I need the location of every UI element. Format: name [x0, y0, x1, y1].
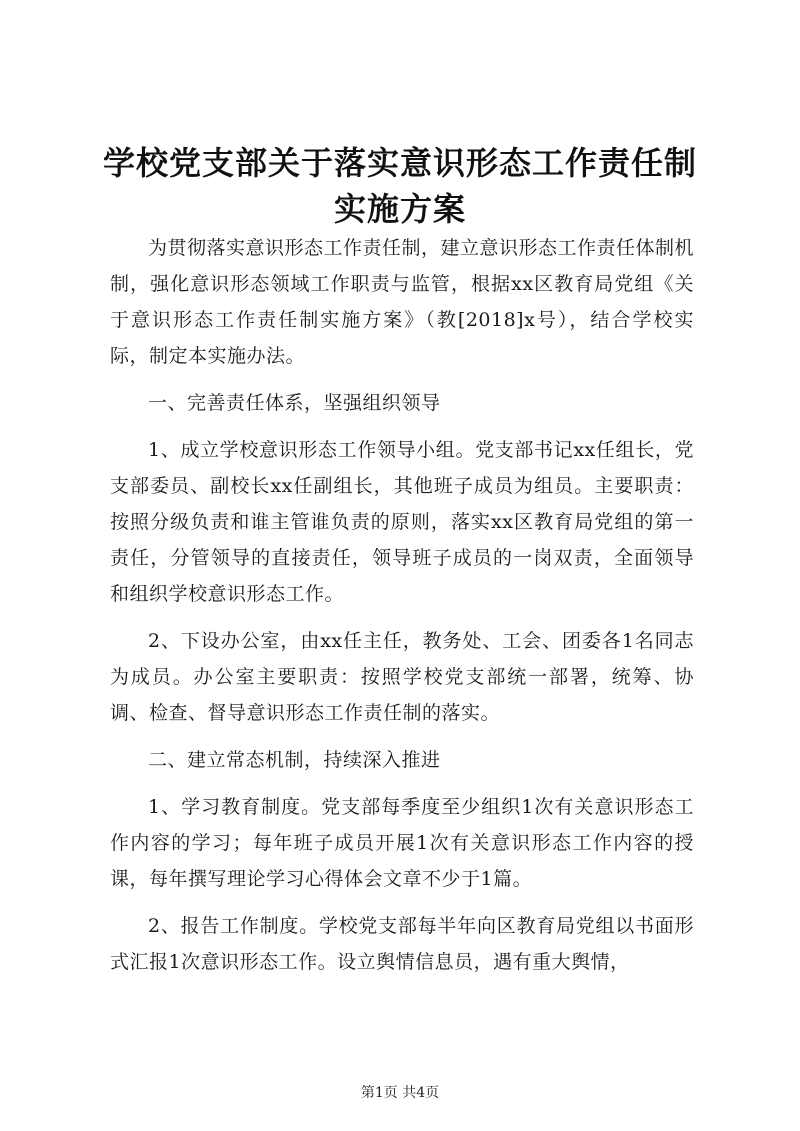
document-body	[110, 230, 694, 991]
paragraph-1-1: 1、成立学校意识形态工作领导小组。党支部书记xx任组长，党支部委员、副校长xx任副组长，其他班子成员为组员。主要职责：按照分级负责和谁主管谁负责的原则，落实xx区教育局党组的第一责任，分管领导的直接责任，领导班子成员的一岗双责，全面领导和组织学校意识形态工作。	[110, 439, 694, 605]
document-title: 学校党支部关于落实意识形态工作责任制实施方案	[102, 144, 697, 228]
paragraph-1-2: 2、下设办公室，由xx任主任，教务处、工会、团委各1名同志为成员。办公室主要职责：按照学校党支部统一部署，统筹、协调、检查、督导意识形态工作责任制的落实。	[110, 630, 694, 724]
paragraph-intro: 为贯彻落实意识形态工作责任制，建立意识形态工作责任体制机制，强化意识形态领域工作职责与监管，根据xx区教育局党组《关于意识形态工作责任制实施方案》（教[2018]x号），结合学校实际，制定本实施办法。	[110, 237, 695, 367]
paragraph-2-1: 1、学习教育制度。党支部每季度至少组织1次有关意识形态工作内容的学习；每年班子成员开展1次有关意识形态工作内容的授课，每年撰写理论学习心得体会文章不少于1篇。	[110, 796, 694, 890]
section-heading-1: 一、完善责任体系，坚强组织领导	[148, 392, 441, 414]
section-heading-2: 二、建立常态机制，持续深入推进	[148, 749, 441, 771]
page-number-footer: 第1页 共4页	[360, 1085, 440, 1101]
paragraph-2-2: 2、报告工作制度。学校党支部每半年向区教育局党组以书面形式汇报1次意识形态工作。设立舆情信息员，遇有重大舆情，	[110, 915, 694, 973]
